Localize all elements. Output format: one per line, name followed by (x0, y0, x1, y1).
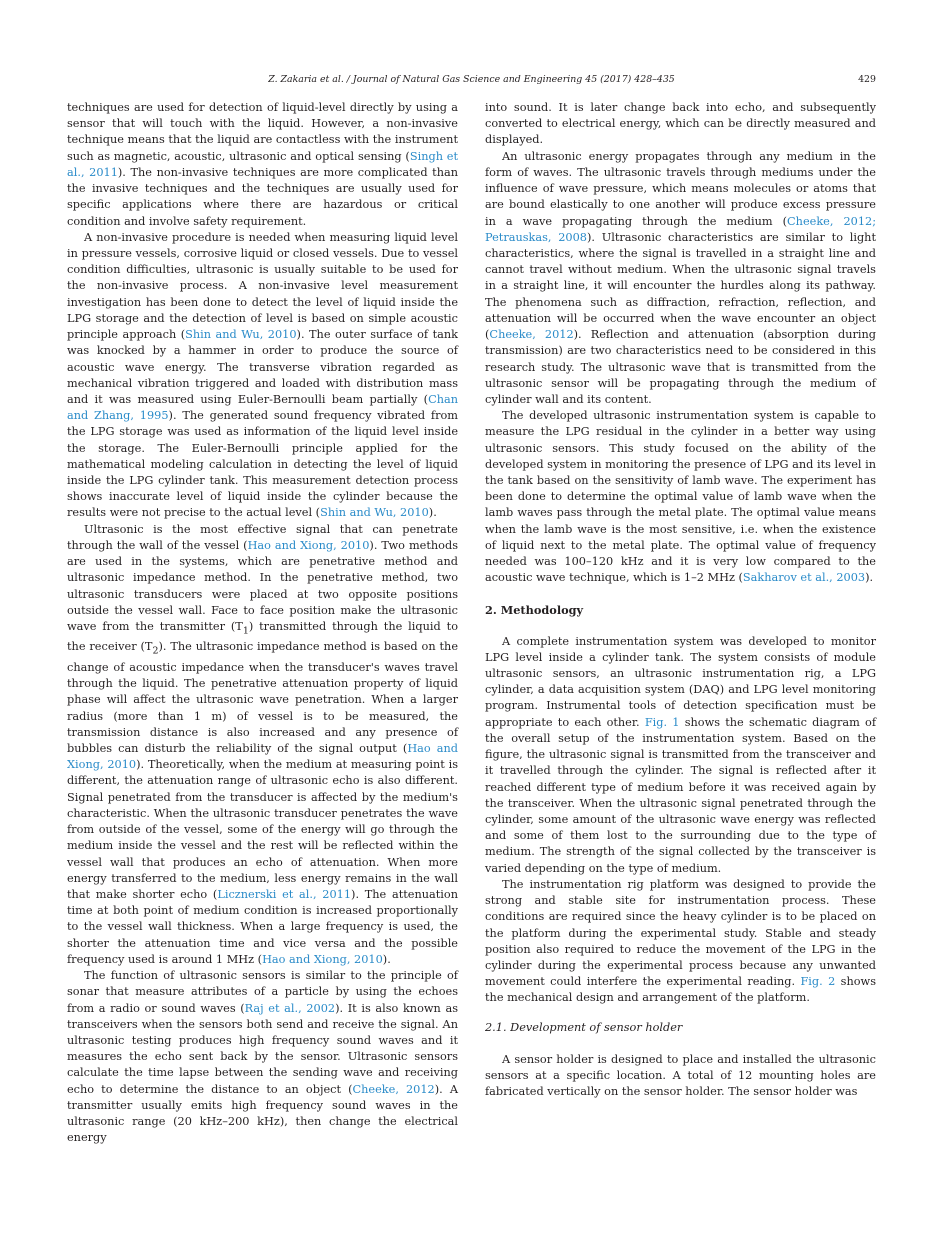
citation-link[interactable]: Licznerski et al., 2011 (217, 888, 352, 901)
subscript: 1 (242, 625, 249, 637)
paragraph: Ultrasonic is the most effective signal that can penetrate through the wall of the vessel (Hao and Xiong, 2010). Two methods are used in the systems, which are penetrative method and ultrasonic impedance method. In the penetrative method, two ultrasonic transducers were placed at two opposite positions outside the vessel wall. Face to face position make the ultrasonic wave from the transmitter $(T_1)$ transmitted through the liquid to the receiver $(T_2)$. The ultrasonic impedance method is based on the change of acoustic impedance when the transducer's waves travel through the liquid. The penetrative attenuation property of liquid phase will affect the ultrasonic wave penetration. When a larger radius (more than 1 m) of vessel is to be measured, the transmission distance is also increased and any presence of bubbles can disturb the reliability of the signal output (Hao and Xiong, 2010). Theoretically, when the medium at measuring point is different, the attenuation range of ultrasonic echo is also different. Signal penetrated from the transducer is affected by the medium's characteristic. When the ultrasonic transducer penetrates the wave from outside of the vessel, some of the energy will go through the medium inside the vessel and the rest will be reflected within the vessel wall that produces an echo of attenuation. When more energy transferred to the medium, less energy remains in the wall that make shorter echo (Licznerski et al., 2011). The attenuation time at both point of medium condition is increased proportionally to the vessel wall thickness. When a large frequency is used, the shorter the attenuation time and vice versa and the possible frequency used is around 1 MHz (Hao and Xiong, 2010). (67, 522, 459, 966)
subscript: 2 (152, 645, 159, 657)
citation-link[interactable]: Singh et al., 2011 (67, 149, 458, 179)
citation-link[interactable]: Chan and Zhang, 1995 (67, 392, 458, 423)
citation-link[interactable]: Hao and Xiong, 2010 (262, 952, 383, 966)
running-title: Z. Zakaria et al. / Journal of Natural Gas Science and Engineering 45 (2017) 428–435 (268, 74, 675, 85)
left-column (67, 100, 458, 1147)
paragraph: The developed ultrasonic instrumentation system is capable to measure the LPG residual in the cylinder in a better way using ultrasonic sensors. This study focused on the ability of the developed system in monitoring the presence of LPG and its level in the tank based on the sensitivity of lamb wave. The experiment has been done to determine the optimal value of lamb wave when the lamb waves pass through the metal plate. The optimal value means when the lamb wave is the most sensitive, i.e. when the existence of liquid next to the metal plate. The optimal value of frequency needed was 100–120 kHz and it is very low compared to the acoustic wave technique, which is 1–2 MHz (Sakharov et al., 2003). (485, 409, 876, 585)
figure-link[interactable]: Fig. 2 (800, 975, 836, 989)
paragraph: The function of ultrasonic sensors is similar to the principle of sonar that measure attributes of a particle by using the echoes from a radio or sound waves (Raj et al., 2002). It is also known as transceivers when the sensors both send and receive the signal. An ultrasonic testing produces high frequency sound waves and it measures the echo sent back by the sensor. Ultrasonic sensors calculate the time lapse between the sending wave and receiving echo to determine the distance to an object (Cheeke, 2012). A transmitter usually emits high frequency sound waves in the ultrasonic range (20 kHz–200 kHz), then change the electrical energy (67, 969, 458, 1145)
page-header (67, 73, 876, 87)
citation-link[interactable]: Cheeke, 2012 (489, 328, 574, 342)
citation-link[interactable]: Raj et al., 2002 (244, 1001, 336, 1015)
figure-link[interactable]: Fig. 1 (644, 715, 680, 729)
paragraph: An ultrasonic energy propagates through any medium in the form of waves. The ultrasonic travels through mediums under the influence of wave pressure, which means molecules or atoms that are bound elastically to one another will produce excess pressure in a wave propagating through the medium (Cheeke, 2012; Petrauskas, 2008). Ultrasonic characteristics are similar to light characteristics, where the signal is travelled in a straight line and cannot travel without medium. When the ultrasonic signal travels in a straight line, it will encounter the hurdles along its pathway. The phenomena such as diffraction, refraction, reflection, and attenuation will be occurred when the wave encounter an object (Cheeke, 2012). Reflection and attenuation (absorption during transmission) are two characteristics need to be considered in this research study. The ultrasonic wave that is transmitted from the ultrasonic sensor will be propagating through the medium of cylinder wall and its content. (485, 149, 876, 406)
right-column (485, 100, 876, 1100)
subsection-heading: 2.1. Development of sensor holder (485, 1020, 683, 1034)
citation-link[interactable]: Shin and Wu, 2010 (320, 506, 429, 520)
paragraph: A complete instrumentation system was developed to monitor LPG level inside a cylinder tank. The system consists of module ultrasonic sensors, an ultrasonic instrumentation rig, a LPG cylinder, a data acquisition system (DAQ) and LPG level monitoring program. Instrumental tools of detection specification must be appropriate to each other. Fig. 1 shows the schematic diagram of the overall setup of the instrumentation system. Based on the figure, the ultrasonic signal is transmitted from the transceiver and it travelled through the cylinder. The signal is reflected after it reached different type of medium before it was received again by the transceiver. When the ultrasonic signal penetrated through the cylinder, some amount of the ultrasonic wave energy was reflected and some of them lost to the surrounding due to the type of medium. The strength of the signal collected by the transceiver is varied depending on the type of medium. (485, 634, 876, 875)
citation-link[interactable]: Sakharov et al., 2003 (742, 571, 866, 585)
citation-link[interactable]: Hao and Xiong, 2010 (67, 742, 458, 772)
paragraph: techniques are used for detection of liquid-level directly by using a sensor that will touch with the liquid. However, a non-invasive technique means that the liquid are contactless with the instrument such as magnetic, acoustic, ultrasonic and optical sensing (Singh et al., 2011). The non-invasive techniques are more complicated than the invasive techniques and the techniques are usually used for specific applications where there are hazardous or critical condition and involve safety requirement. (67, 101, 458, 228)
paragraph: A non-invasive procedure is needed when measuring liquid level in pressure vessels, corrosive liquid or closed vessels. Due to vessel condition difficulties, ultrasonic is usually suitable to be used for the non-invasive process. A non-invasive level measurement investigation has been done to detect the level of liquid inside the LPG storage and the detection of level is based on simple acoustic principle approach (Shin and Wu, 2010). The outer surface of tank was knocked by a hammer in order to produce the source of acoustic wave energy. The transverse vibration regarded as mechanical vibration triggered and loaded with distribution mass and it was measured using Euler-Bernoulli beam partially (Chan and Zhang, 1995). The generated sound frequency vibrated from the LPG storage was used as information of the liquid level inside the storage. The Euler-Bernoulli principle applied for the mathematical modeling calculation in detecting the level of liquid inside the LPG cylinder tank. This measurement detection process shows inaccurate level of liquid inside the cylinder because the results were not precise to the actual level (Shin and Wu, 2010). (67, 230, 459, 520)
page-number: 429 (858, 74, 876, 85)
section-heading: 2. Methodology (485, 602, 584, 617)
citation-link[interactable]: Cheeke, 2012; Petrauskas, 2008 (485, 214, 876, 244)
paragraph: A sensor holder is designed to place and installed the ultrasonic sensors at a specific location. A total of 12 mounting holes are fabricated vertically on the sensor holder. The sensor holder was (485, 1052, 876, 1099)
citation-link[interactable]: Cheeke, 2012 (352, 1082, 435, 1096)
paragraph: into sound. It is later change back into echo, and subsequently converted to electrical energy, which can be directly measured and displayed. (485, 101, 876, 147)
paragraph: The instrumentation rig platform was designed to provide the strong and stable site for instrumentation process. These conditions are required since the heavy cylinder is to be placed on the platform during the experimental study. Stable and steady position also required to reduce the movement of the LPG in the cylinder during the experimental process because any unwanted movement could interfere the experimental reading. Fig. 2 shows the mechanical design and arrangement of the platform. (485, 877, 876, 1005)
citation-link[interactable]: Hao and Xiong, 2010 (247, 538, 370, 552)
citation-link[interactable]: Shin and Wu, 2010 (185, 328, 297, 342)
